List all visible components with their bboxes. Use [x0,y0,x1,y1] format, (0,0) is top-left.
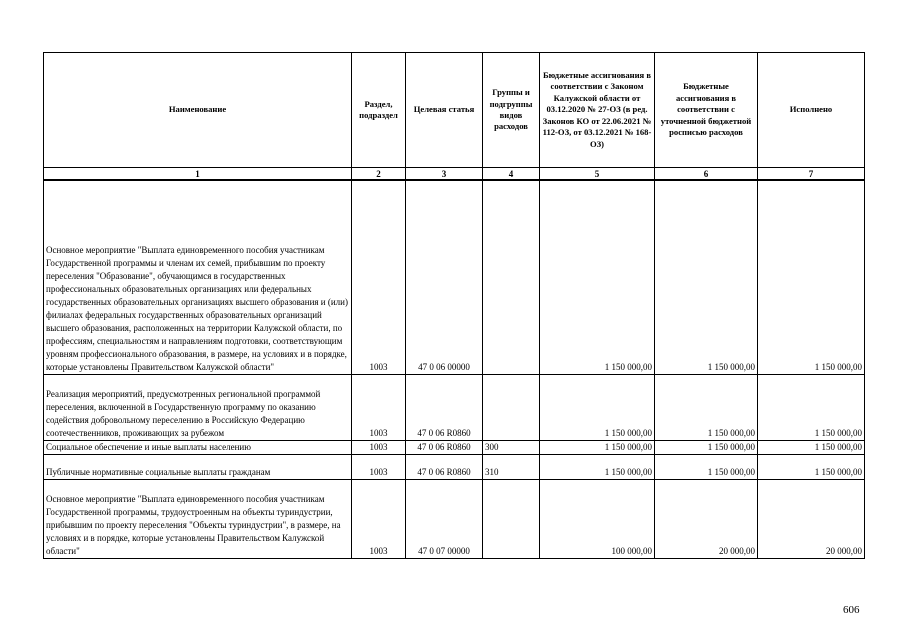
header-expense-group: Группы и подгруппы видов расходов [483,53,540,168]
header-executed: Исполнено [758,53,865,168]
row-section: 1003 [352,441,406,455]
column-number-row [44,168,865,181]
column-number: 6 [655,168,758,181]
header-row [44,53,865,168]
row-name: Основное мероприятие "Выплата единовременного пособия участникам Государственной программы и членам их семей, прибывшим по проекту переселения "Образование", обучающимся в государственных профессиональных образовательных организациях или федеральных государственных образовательных организациях высшего образования и (или) филиалах федеральных государственных образовательных организаций высшего образования, расположенных на территории Калужской области, по профессиям, специальностям и направлениям подготовки, соответствующим уровням профессионального образования, в размере, на условиях и в порядке, которые установлены Правительством Калужской области" [44,180,352,375]
budget-table [43,52,865,559]
row-refined-allocation: 1 150 000,00 [655,441,758,455]
header-name: Наименование [44,53,352,168]
row-expense-group: 300 [483,441,540,455]
row-law-allocation: 1 150 000,00 [540,455,655,480]
row-refined-allocation: 1 150 000,00 [655,455,758,480]
row-law-allocation: 100 000,00 [540,480,655,559]
row-law-allocation: 1 150 000,00 [540,441,655,455]
row-target-article: 47 0 06 R0860 [406,441,483,455]
column-number: 5 [540,168,655,181]
row-target-article: 47 0 06 R0860 [406,375,483,441]
row-expense-group: 310 [483,455,540,480]
row-refined-allocation: 1 150 000,00 [655,375,758,441]
row-target-article: 47 0 06 R0860 [406,455,483,480]
row-refined-allocation: 1 150 000,00 [655,180,758,375]
row-section: 1003 [352,455,406,480]
column-number: 1 [44,168,352,181]
table-row [44,455,865,480]
row-law-allocation: 1 150 000,00 [540,375,655,441]
column-number: 4 [483,168,540,181]
row-target-article: 47 0 07 00000 [406,480,483,559]
row-name: Публичные нормативные социальные выплаты гражданам [44,455,352,480]
row-expense-group [483,375,540,441]
row-law-allocation: 1 150 000,00 [540,180,655,375]
row-executed: 1 150 000,00 [758,375,865,441]
table-row [44,180,865,375]
row-executed: 1 150 000,00 [758,441,865,455]
header-refined-allocation: Бюджетные ассигнования в соответствии с уточненной бюджетной росписью расходов [655,53,758,168]
header-law-allocation: Бюджетные ассигнования в соответствии с Законом Калужской области от 03.12.2020 № 27-ОЗ (в ред. Законов КО от 22.06.2021 № 112-ОЗ, от 03.12.2021 № 168-ОЗ) [540,53,655,168]
row-executed: 20 000,00 [758,480,865,559]
table-row [44,480,865,559]
header-section: Раздел, подраздел [352,53,406,168]
row-executed: 1 150 000,00 [758,180,865,375]
header-target-article: Целевая статья [406,53,483,168]
row-section: 1003 [352,480,406,559]
row-executed: 1 150 000,00 [758,455,865,480]
column-number: 3 [406,168,483,181]
row-section: 1003 [352,180,406,375]
row-refined-allocation: 20 000,00 [655,480,758,559]
row-target-article: 47 0 06 00000 [406,180,483,375]
table-row [44,375,865,441]
row-name: Основное мероприятие "Выплата единовременного пособия участникам Государственной программы, трудоустроенным на объекты туриндустрии, прибывшим по проекту переселения "Объекты туриндустрии", в размере, на условиях и в порядке, которые установлены Правительством Калужской области" [44,480,352,559]
row-section: 1003 [352,375,406,441]
column-number: 7 [758,168,865,181]
row-name: Социальное обеспечение и иные выплаты населению [44,441,352,455]
row-expense-group [483,480,540,559]
column-number: 2 [352,168,406,181]
row-expense-group [483,180,540,375]
table-row [44,441,865,455]
page-number: 606 [843,604,860,616]
row-name: Реализация мероприятий, предусмотренных региональной программой переселения, включенной в Государственную программу по оказанию содействия добровольному переселению в Российскую Федерацию соотечественников, проживающих за рубежом [44,375,352,441]
